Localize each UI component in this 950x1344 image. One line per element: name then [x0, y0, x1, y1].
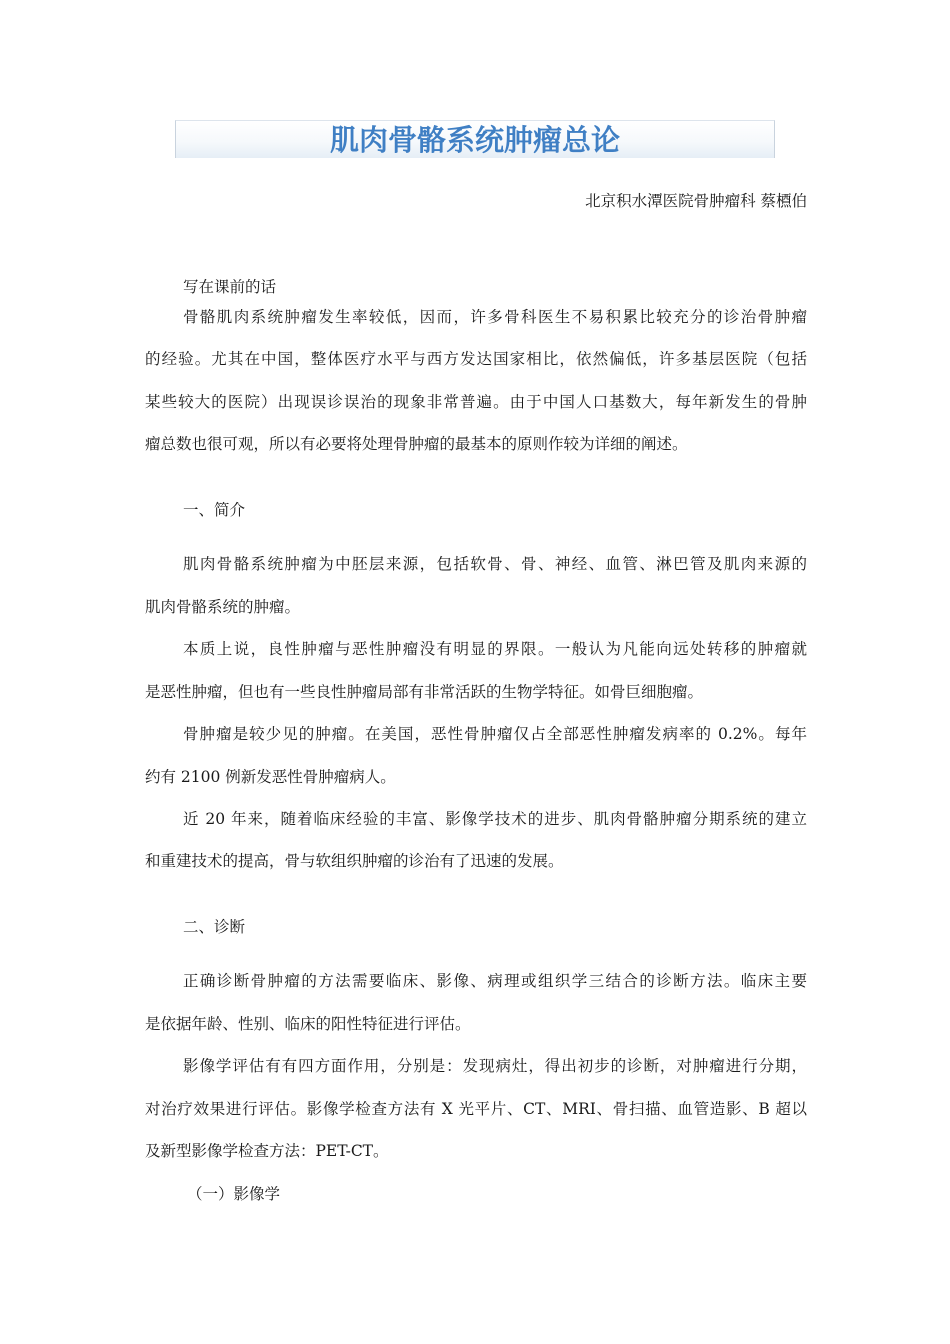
paragraph-line: 肌肉骨骼系统肿瘤为中胚层来源，包括软骨、骨、神经、血管、淋巴管及肌肉来源的 [183, 555, 807, 573]
paragraph-line: 骨骼肌肉系统肿瘤发生率较低，因而，许多骨科医生不易积累比较充分的诊治骨肿瘤 [183, 308, 807, 326]
author-line: 北京积水潭医院骨肿瘤科 蔡槱伯 [585, 192, 807, 210]
subsection-heading: （一）影像学 [187, 1185, 281, 1203]
paragraph-line: 的经验。尤其在中国，整体医疗水平与西方发达国家相比，依然偏低，许多基层医院（包括 [145, 350, 807, 368]
paragraph-line: 对治疗效果进行评估。影像学检查方法有 X 光平片、CT、MRI、骨扫描、血管造影、B 超以 [145, 1100, 807, 1118]
section-heading: 二、诊断 [183, 918, 246, 936]
section-heading: 一、简介 [183, 501, 246, 519]
paragraph-line: 某些较大的医院）出现误诊误治的现象非常普遍。由于中国人口基数大，每年新发生的骨肿 [145, 393, 807, 411]
paragraph-line: 肌肉骨骼系统的肿瘤。 [145, 598, 301, 616]
paragraph-line: 和重建技术的提高，骨与软组织肿瘤的诊治有了迅速的发展。 [145, 852, 564, 870]
preface-heading: 写在课前的话 [183, 278, 277, 296]
paragraph-line: 是恶性肿瘤，但也有一些良性肿瘤局部有非常活跃的生物学特征。如骨巨细胞瘤。 [145, 683, 704, 701]
document-title: 肌肉骨骼系统肿瘤总论 [329, 123, 620, 157]
paragraph-line: 瘤总数也很可观，所以有必要将处理骨肿瘤的最基本的原则作较为详细的阐述。 [145, 435, 688, 453]
paragraph-line: 骨肿瘤是较少见的肿瘤。在美国，恶性骨肿瘤仅占全部恶性肿瘤发病率的 0.2%。每年 [183, 725, 807, 743]
paragraph-line: 是依据年龄、性别、临床的阳性特征进行评估。 [145, 1015, 471, 1033]
paragraph-line: 及新型影像学检查方法：PET-CT。 [145, 1142, 389, 1160]
paragraph-line: 近 20 年来，随着临床经验的丰富、影像学技术的进步、肌肉骨骼肿瘤分期系统的建立 [183, 810, 807, 828]
paragraph-line: 影像学评估有有四方面作用，分别是：发现病灶，得出初步的诊断，对肿瘤进行分期， [183, 1057, 807, 1075]
paragraph-line: 约有 2100 例新发恶性骨肿瘤病人。 [145, 768, 396, 786]
paragraph-line: 正确诊断骨肿瘤的方法需要临床、影像、病理或组织学三结合的诊断方法。临床主要 [183, 972, 807, 990]
title-banner [175, 120, 775, 158]
paragraph-line: 本质上说，良性肿瘤与恶性肿瘤没有明显的界限。一般认为凡能向远处转移的肿瘤就 [183, 640, 807, 658]
